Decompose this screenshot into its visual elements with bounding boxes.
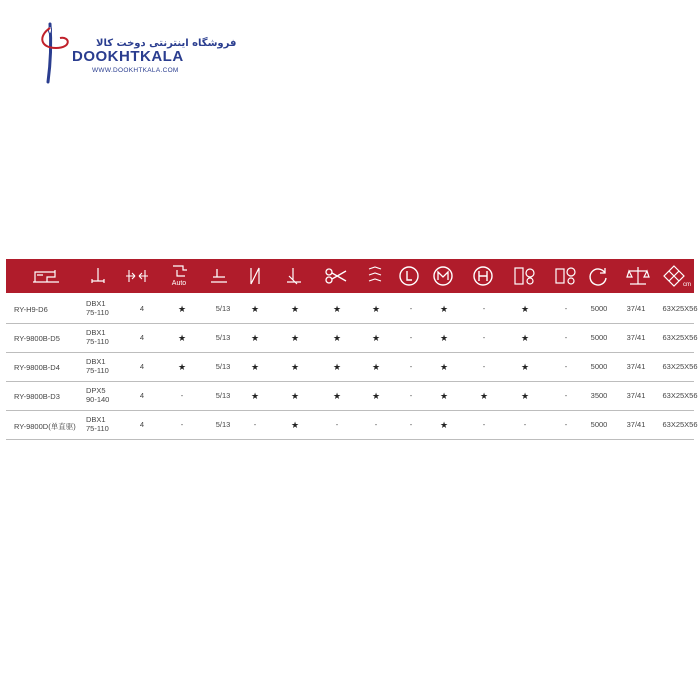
cell-c9: ★ [439, 391, 449, 401]
cell-c5: ★ [290, 391, 300, 401]
cell-dims: 63X25X56 [662, 304, 698, 313]
cell-c1: 4 [139, 391, 145, 400]
table-row [6, 324, 698, 353]
cell-c2: - [180, 420, 184, 429]
cell-c12: - [564, 362, 568, 371]
zigzag-icon [242, 259, 268, 293]
m-circle-icon [430, 259, 456, 293]
table-header [6, 259, 694, 293]
cell-weight: 37/41 [626, 391, 646, 400]
needle-icon [86, 259, 110, 293]
cell-c6: ★ [332, 333, 342, 343]
needle-spec [86, 357, 109, 375]
h-circle-icon [470, 259, 496, 293]
model-name: RY-9800B-D3 [14, 392, 60, 401]
cell-c3: 5/13 [215, 420, 231, 429]
cell-weight: 37/41 [626, 304, 646, 313]
needle-spec-line: DBX1 [86, 299, 106, 308]
needle-thread-icon [36, 22, 76, 84]
cell-c1: 4 [139, 304, 145, 313]
cell-c8: - [409, 304, 413, 313]
cell-c7: ★ [371, 333, 381, 343]
needle-spec [86, 386, 109, 404]
cell-c8: - [409, 420, 413, 429]
cm-label: cm [683, 282, 691, 288]
table-row [6, 411, 698, 440]
cell-c4: ★ [250, 362, 260, 372]
cell-c9: ★ [439, 362, 449, 372]
cell-c11: ★ [520, 333, 530, 343]
scissors-icon [322, 259, 350, 293]
cell-c5: ★ [290, 333, 300, 343]
model-name: RY-9800D(单直驱) [14, 422, 76, 431]
cell-c10: - [482, 333, 486, 342]
needle-spec-line: DPX5 [86, 386, 106, 395]
cell-c12: - [564, 420, 568, 429]
auto-presser-foot-icon [166, 259, 192, 293]
cell-c2: ★ [177, 304, 187, 314]
cell-c9: ★ [439, 333, 449, 343]
logo [34, 22, 237, 84]
needle-spec [86, 299, 109, 317]
thread-trimmer-icon [281, 259, 307, 293]
cell-c8: - [409, 333, 413, 342]
needle-spec-line: 75-110 [86, 366, 109, 375]
cell-dims: 63X25X56 [662, 362, 698, 371]
cell-c1: 4 [139, 333, 145, 342]
cell-weight: 37/41 [626, 420, 646, 429]
needle-spec-line: DBX1 [86, 415, 106, 424]
cell-c11: - [523, 420, 527, 429]
cell-c12: - [564, 391, 568, 400]
table-row [6, 382, 698, 411]
cell-speed: 3500 [590, 391, 608, 400]
cell-c11: ★ [520, 304, 530, 314]
cell-c11: ★ [520, 391, 530, 401]
cell-speed: 5000 [590, 362, 608, 371]
cell-dims: 63X25X56 [662, 391, 698, 400]
cell-c7: - [374, 420, 378, 429]
cell-c3: 5/13 [215, 333, 231, 342]
cell-speed: 5000 [590, 304, 608, 313]
cell-c5: ★ [290, 304, 300, 314]
stitch-pattern-icon [362, 259, 388, 293]
model-name: RY-H9-D6 [14, 305, 48, 314]
sewing-machine-icon [28, 259, 64, 293]
cell-c9: ★ [439, 420, 449, 430]
cell-c3: 5/13 [215, 362, 231, 371]
cell-c9: ★ [439, 304, 449, 314]
logo-brand-name: DOOKHTKALA [72, 48, 184, 65]
auto-label: Auto [171, 280, 187, 287]
motor-icon [552, 259, 580, 293]
cell-c6: ★ [332, 362, 342, 372]
needle-spec-line: 90-140 [86, 395, 110, 404]
cell-c5: ★ [290, 362, 300, 372]
cell-c2: ★ [177, 333, 187, 343]
cell-c4: ★ [250, 333, 260, 343]
needle-spec-line: 75-110 [86, 308, 109, 317]
logo-persian-text: فروشگاه اینترنتی دوخت کالا [96, 38, 237, 49]
cell-c7: ★ [371, 304, 381, 314]
cell-c10: - [482, 362, 486, 371]
cell-c1: 4 [139, 362, 145, 371]
needle-spec-line: 75-110 [86, 424, 109, 433]
needle-spec-line: DBX1 [86, 328, 106, 337]
dimensions-icon [660, 259, 692, 293]
cell-c6: ★ [332, 391, 342, 401]
needle-spec-line: 75-110 [86, 337, 109, 346]
cell-c11: ★ [520, 362, 530, 372]
cell-c8: - [409, 362, 413, 371]
cell-c3: 5/13 [215, 304, 231, 313]
presser-foot-icon [206, 259, 232, 293]
cell-weight: 37/41 [626, 362, 646, 371]
cell-c3: 5/13 [215, 391, 231, 400]
cell-c10: - [482, 420, 486, 429]
cell-c1: 4 [139, 420, 145, 429]
cell-c4: ★ [250, 304, 260, 314]
cell-dims: 63X25X56 [662, 333, 698, 342]
cell-c6: - [335, 420, 339, 429]
needle-spec [86, 415, 109, 433]
cell-c2: ★ [177, 362, 187, 372]
cell-c12: - [564, 304, 568, 313]
stitch-width-icon [124, 259, 150, 293]
cell-c5: ★ [290, 420, 300, 430]
model-name: RY-9800B-D4 [14, 363, 60, 372]
table-row [6, 353, 698, 382]
cell-speed: 5000 [590, 420, 608, 429]
cell-c10: ★ [479, 391, 489, 401]
cell-speed: 5000 [590, 333, 608, 342]
cell-c2: - [180, 391, 184, 400]
cell-dims: 63X25X56 [662, 420, 698, 429]
weight-icon [624, 259, 652, 293]
needle-spec-line: DBX1 [86, 357, 106, 366]
model-name: RY-9800B-D5 [14, 334, 60, 343]
table-row [6, 295, 698, 324]
speed-icon [584, 259, 612, 293]
cell-weight: 37/41 [626, 333, 646, 342]
cell-c4: ★ [250, 391, 260, 401]
cell-c7: ★ [371, 362, 381, 372]
cell-c7: ★ [371, 391, 381, 401]
cell-c8: - [409, 391, 413, 400]
bobbin-icon [511, 259, 539, 293]
cell-c12: - [564, 333, 568, 342]
cell-c4: - [253, 420, 257, 429]
needle-spec [86, 328, 109, 346]
logo-url: WWW.DOOKHTKALA.COM [92, 67, 179, 74]
cell-c6: ★ [332, 304, 342, 314]
cell-c10: - [482, 304, 486, 313]
l-circle-icon [396, 259, 422, 293]
